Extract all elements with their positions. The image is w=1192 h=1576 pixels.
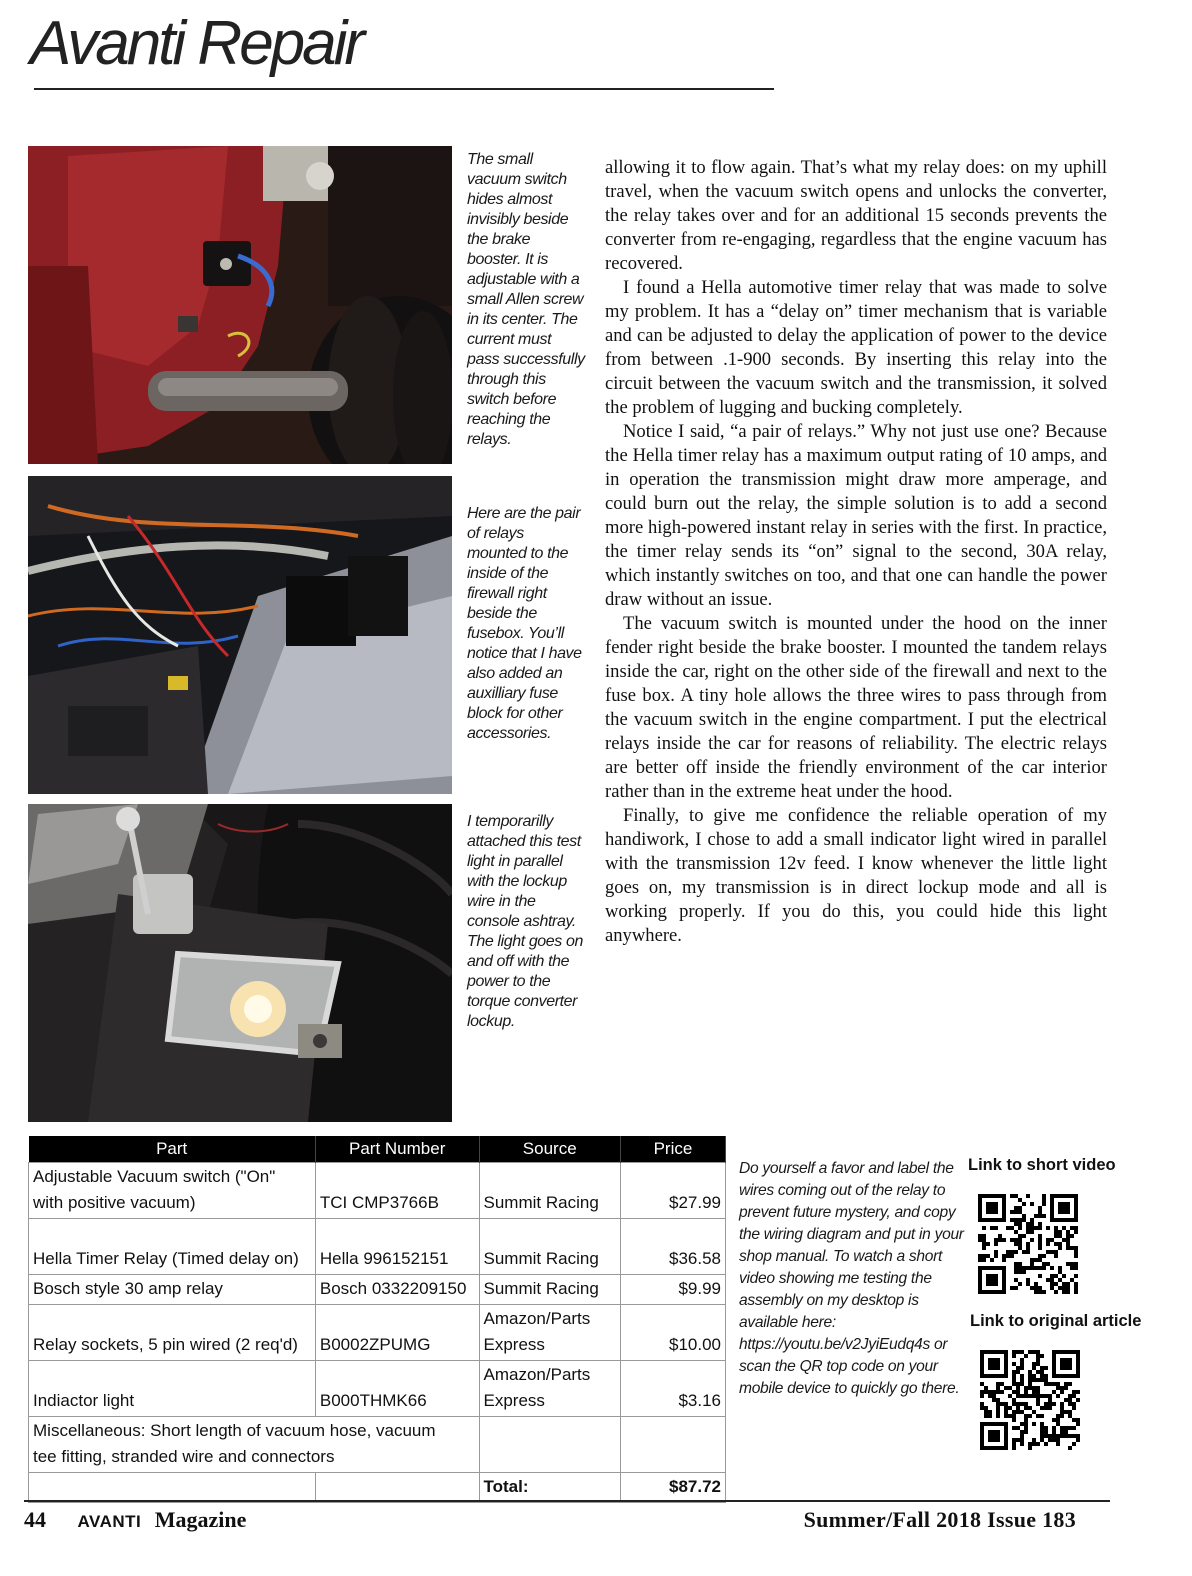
part-number: Bosch 0332209150 [315, 1275, 479, 1305]
qr-code-video-icon[interactable] [978, 1194, 1078, 1294]
article-body [605, 156, 1107, 948]
page-number: 44 [24, 1507, 46, 1532]
part-name: Bosch style 30 amp relay [29, 1275, 316, 1305]
caption-vacuum-switch: The small vacuum switch hides almost invisibly beside the brake booster. It is adjustable with a small Allen screw in its center. The current must pass successfully through this switch before reaching the relays. [467, 151, 585, 448]
caption-test-light: I temporarilly attached this test light in parallel with the lockup wire in the console ashtray. The light goes on and off with the power to the torque converter lockup. [467, 813, 583, 1030]
header-rule [34, 88, 774, 90]
table-row [29, 1163, 726, 1219]
footer-rule [24, 1500, 1110, 1502]
table-row [29, 1361, 726, 1417]
part-source-line1: Amazon/Parts [483, 1309, 591, 1328]
part-name-line2: with positive vacuum) [33, 1193, 196, 1212]
article-paragraph: Notice I said, “a pair of relays.” Why not just use one? Because the Hella timer relay has a maximum output rating of 10 amps, and in operation the transmission might draw more amperage, and could burn out the relay, the simple solution is to add a second more high-powered instant relay in series with the first. In practice, the timer relay sends its “on” signal to the second, 30A relay, which instantly switches on too, and that one can handle the power draw without an issue. [605, 421, 1107, 610]
part-name: Indiactor light [29, 1361, 316, 1417]
part-name-line1: Adjustable Vacuum switch ("On" [33, 1167, 276, 1186]
article-paragraph: Finally, to give me confidence the reliable operation of my handiwork, I chose to add a small indicator light wired in parallel with the transmission 12v feed. I know whenever the little light goes on, my transmission is in direct lockup mode and all is working properly. If you do this, you could hide this light anywhere. [605, 805, 1107, 946]
sidenote: Do yourself a favor and label the wires coming out of the relay to prevent future mystery, and copy the wiring diagram and put in your shop manual. To watch a short video showing me testing the assembly on my desktop is available here: https://youtu.be/v2JyiEudq4s or scan the QR top code on your mobile device to quickly go there. [739, 1160, 964, 1397]
footer-left [24, 1507, 246, 1533]
photo-vacuum-switch [28, 146, 452, 464]
table-row-total [29, 1473, 726, 1503]
table-row [29, 1219, 726, 1275]
article-paragraph: The vacuum switch is mounted under the hood on the inner fender right beside the brake booster. I mounted the tandem relays inside the car, right on the other side of the firewall and next to the fuse box. A tiny hole allows the three wires to pass through from the vacuum switch in the engine compartment. I put the electrical relays inside the car for reasons of reliability. The electric relays are better off inside the friendly environment of the car interior rather than in the extreme heat under the hood. [605, 613, 1107, 802]
caption-relays: Here are the pair of relays mounted to the inside of the firewall right beside the fusebox. You’ll notice that I have also added an auxilliary fuse block for other accessories. [467, 505, 582, 742]
part-source-line1: Amazon/Parts [483, 1365, 591, 1384]
total-label: Total: [479, 1473, 620, 1503]
part-source-line2: Express [483, 1335, 545, 1354]
part-source: Summit Racing [479, 1163, 620, 1219]
footer-magazine: Magazine [154, 1507, 247, 1532]
part-number: TCI CMP3766B [315, 1163, 479, 1219]
part-price: $9.99 [620, 1275, 725, 1305]
footer-brand: AVANTI [77, 1512, 142, 1531]
table-row [29, 1305, 726, 1361]
photo-test-light [28, 804, 452, 1122]
header-source: Source [479, 1136, 620, 1163]
part-price: $3.16 [620, 1361, 725, 1417]
table-row-misc [29, 1417, 726, 1473]
part-name: Hella Timer Relay (Timed delay on) [33, 1249, 299, 1268]
part-price: $27.99 [620, 1163, 725, 1219]
table-header-row [29, 1136, 726, 1163]
part-price: $36.58 [620, 1219, 725, 1275]
photo-relays [28, 476, 452, 794]
qr-article-label: Link to original article [970, 1312, 1142, 1330]
article-paragraph: allowing it to flow again. That’s what my relay does: on my uphill travel, when the vacuum switch opens and unlocks the converter, the relay takes over and for an additional 15 seconds prevents the converter from re-engaging, regardless that the engine vacuum has recovered. [605, 157, 1107, 274]
part-number: Hella 996152151 [315, 1219, 479, 1275]
qr-code-article-icon[interactable] [980, 1350, 1080, 1450]
part-number: B0002ZPUMG [315, 1305, 479, 1361]
parts-table [28, 1136, 726, 1503]
part-price: $10.00 [620, 1305, 725, 1361]
table-row [29, 1275, 726, 1305]
total-value: $87.72 [620, 1473, 725, 1503]
part-source: Summit Racing [479, 1219, 620, 1275]
page-title: Avanti Repair [30, 9, 363, 78]
part-source: Summit Racing [479, 1275, 620, 1305]
footer-issue: Summer/Fall 2018 Issue 183 [803, 1507, 1076, 1532]
part-number: B000THMK66 [315, 1361, 479, 1417]
misc-line2: tee fitting, stranded wire and connectors [33, 1447, 335, 1466]
header-part-number: Part Number [315, 1136, 479, 1163]
part-source-line2: Express [483, 1391, 545, 1410]
part-name: Relay sockets, 5 pin wired (2 req'd) [29, 1305, 316, 1361]
header-price: Price [620, 1136, 725, 1163]
header-part: Part [29, 1136, 316, 1163]
qr-video-label: Link to short video [968, 1156, 1116, 1174]
article-paragraph: I found a Hella automotive timer relay that was made to solve my problem. It has a “delay on” timer mechanism that is variable and can be adjusted to delay the application of power to the device from between .1-900 seconds. By inserting this relay into the circuit between the vacuum switch and the transmission, it solved the problem of lugging and bucking completely. [605, 277, 1107, 418]
misc-line1: Miscellaneous: Short length of vacuum hose, vacuum [33, 1421, 436, 1440]
